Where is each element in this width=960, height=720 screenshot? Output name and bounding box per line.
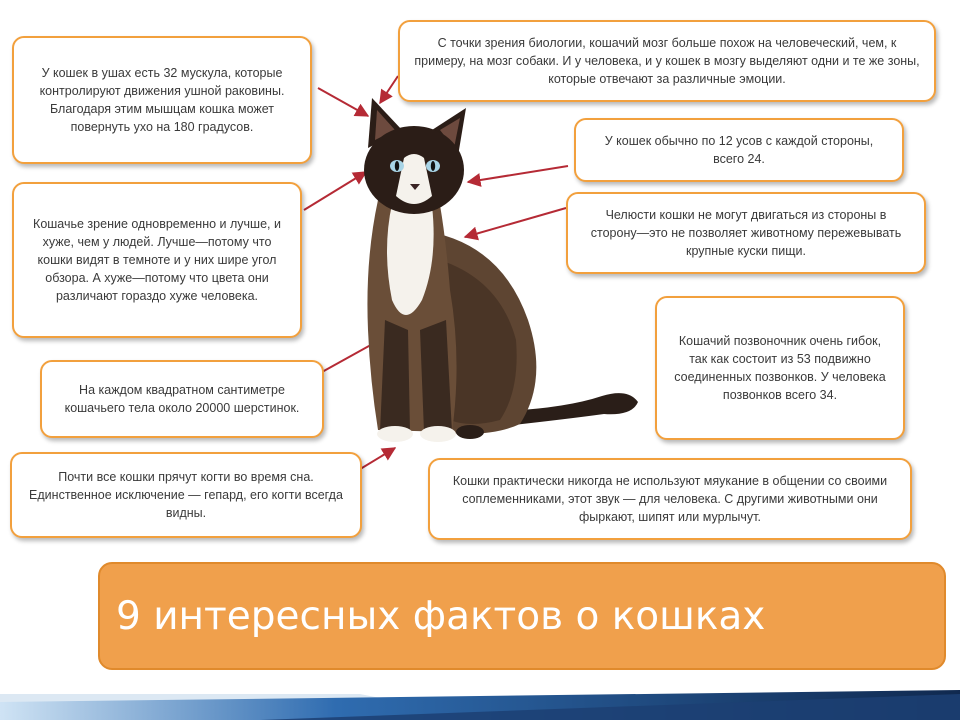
fact-text-fur: На каждом квадратном сантиметре кошачьего тела около 20000 шерстинок. [64, 382, 300, 415]
fact-text-spine: Кошачий позвоночник очень гибок, так как состоит из 53 подвижно соединенных позвонков. У человека позвонков всего 34. [674, 333, 886, 403]
fact-box-ears [12, 36, 312, 164]
fact-text-jaws: Челюсти кошки не могут двигаться из стороны в сторону—это не позволяет животному пережевывать крупные куски пищи. [590, 207, 902, 259]
fact-box-vision [12, 182, 302, 338]
title-banner [98, 562, 946, 670]
fact-box-spine [655, 296, 905, 440]
fact-box-whiskers [574, 118, 904, 182]
page-title: 9 интересных фактов о кошках [116, 593, 766, 639]
fact-text-whiskers: У кошек обычно по 12 усов с каждой стороны, всего 24. [604, 133, 874, 166]
fact-box-jaws [566, 192, 926, 274]
fact-text-vision: Кошачье зрение одновременно и лучше, и хуже, чем у людей. Лучше—потому что кошки видят в темноте и у них шире угол обзора. А хуже—потому что цвета они различают гораздо хуже человека. [33, 216, 281, 304]
fact-text-meow: Кошки практически никогда не используют мяукание в общении со своими соплеменниками, этот звук — для человека. С другими животными они фыркают, шипят или мурлычут. [452, 473, 888, 525]
fact-text-claws: Почти все кошки прячут когти во время сна. Единственное исключение — гепард, его когти всегда видны. [29, 469, 343, 521]
fact-box-claws [10, 452, 362, 538]
bottom-decorative-bar [0, 680, 960, 720]
fact-box-brain [398, 20, 936, 102]
fact-text-ears: У кошек в ушах есть 32 мускула, которые контролируют движения ушной раковины. Благодаря этим мышцам кошка может повернуть ухо на 180 градусов. [39, 65, 285, 135]
fact-text-brain: С точки зрения биологии, кошачий мозг больше похож на человеческий, чем, к примеру, на мозг собаки. И у человека, и у кошек в мозгу выделяют одни и те же зоны, которые отвечают за различные эмоции. [414, 35, 920, 87]
fact-box-meow [428, 458, 912, 540]
fact-box-fur [40, 360, 324, 438]
